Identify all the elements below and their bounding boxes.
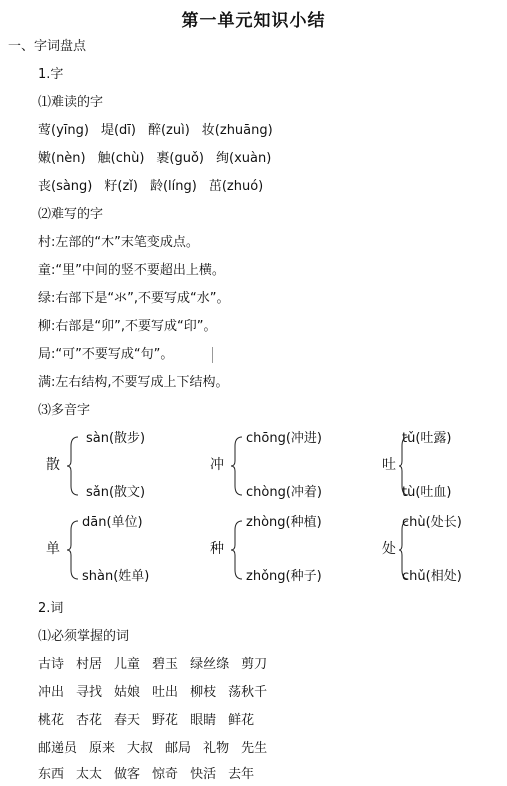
brace-icon	[230, 436, 244, 496]
word: 原来	[89, 741, 116, 756]
word: 儿童	[114, 657, 141, 672]
word: 邮递员	[38, 741, 78, 756]
word: 野花	[152, 713, 179, 728]
word-row	[38, 684, 279, 702]
char-entry: 丧(sàng)	[38, 179, 93, 194]
word: 鲜花	[228, 713, 255, 728]
subheading-must-master: ⑴必须掌握的词	[38, 629, 130, 644]
polyphone-char: 冲	[210, 457, 224, 473]
word-row	[38, 766, 266, 784]
polyphone-reading: chù(处长)	[402, 515, 462, 530]
polyphone-reading: chǔ(相处)	[402, 569, 462, 584]
word-row	[38, 712, 266, 730]
word: 绿丝绦	[190, 657, 230, 672]
word: 先生	[241, 741, 268, 756]
subheading-words: 2.词	[38, 601, 64, 616]
page-title: 第一单元知识小结	[181, 11, 326, 31]
word: 碧玉	[152, 657, 179, 672]
char-entry: 触(chù)	[97, 151, 145, 166]
write-tip: 局:“可”不要写成“句”。	[38, 347, 174, 362]
word: 冲出	[38, 685, 65, 700]
word: 荡秋千	[228, 685, 268, 700]
polyphone-reading: shàn(姓单)	[82, 569, 150, 584]
hard-read-row	[38, 150, 283, 168]
polyphone-char: 处	[382, 541, 396, 557]
char-entry: 裹(guǒ)	[156, 151, 204, 166]
char-entry: 嫩(nèn)	[38, 151, 86, 166]
word: 太太	[76, 767, 103, 782]
char-entry: 籽(zǐ)	[104, 179, 138, 194]
char-entry: 茁(zhuó)	[208, 179, 264, 194]
subheading-characters: 1.字	[38, 67, 64, 82]
subheading-polyphones: ⑶多音字	[38, 403, 91, 418]
write-tip: 童:“里”中间的竖不要超出上横。	[38, 263, 225, 278]
char-entry: 龄(líng)	[149, 179, 197, 194]
word: 古诗	[38, 657, 65, 672]
brace-icon	[230, 520, 244, 580]
word: 惊奇	[152, 767, 179, 782]
polyphone-reading: sàn(散步)	[86, 431, 146, 446]
word: 去年	[228, 767, 255, 782]
word-row	[38, 740, 279, 758]
word: 剪刀	[241, 657, 268, 672]
polyphone-reading: dān(单位)	[82, 515, 143, 530]
polyphone-char: 单	[46, 541, 60, 557]
polyphone-char: 吐	[382, 457, 396, 473]
char-entry: 醉(zuì)	[147, 123, 190, 138]
polyphone-char: 散	[46, 457, 60, 473]
write-tip: 绿:右部下是“氺”,不要写成“水”。	[38, 291, 230, 306]
write-tip: 村:左部的“木”末笔变成点。	[38, 235, 199, 250]
subheading-hard-to-read: ⑴难读的字	[38, 95, 104, 110]
hard-read-row	[38, 178, 275, 196]
hard-read-row	[38, 122, 285, 140]
char-entry: 堤(dī)	[100, 123, 136, 138]
word: 礼物	[203, 741, 230, 756]
word: 快活	[190, 767, 217, 782]
word: 姑娘	[114, 685, 141, 700]
polyphone-reading: zhǒng(种子)	[246, 569, 322, 584]
polyphone-reading: chòng(冲着)	[246, 485, 322, 500]
polyphone-reading: tǔ(吐露)	[402, 431, 452, 446]
word: 寻找	[76, 685, 103, 700]
word: 吐出	[152, 685, 179, 700]
write-tip: 柳:右部是“卯”,不要写成“印”。	[38, 319, 217, 334]
brace-icon	[66, 520, 80, 580]
write-tip: 满:左右结构,不要写成上下结构。	[38, 375, 229, 390]
polyphone-char: 种	[210, 541, 224, 557]
word: 杏花	[76, 713, 103, 728]
polyphone-reading: chōng(冲进)	[246, 431, 322, 446]
char-entry: 绚(xuàn)	[216, 151, 272, 166]
word: 桃花	[38, 713, 65, 728]
text-cursor	[212, 347, 213, 363]
section-heading: 一、字词盘点	[8, 39, 87, 54]
word: 柳枝	[190, 685, 217, 700]
word-row	[38, 656, 279, 674]
word: 眼睛	[190, 713, 217, 728]
brace-icon	[66, 436, 80, 496]
word: 做客	[114, 767, 141, 782]
polyphone-reading: sǎn(散文)	[86, 485, 146, 500]
polyphone-reading: zhòng(种植)	[246, 515, 322, 530]
polyphone-reading: tù(吐血)	[402, 485, 452, 500]
word: 东西	[38, 767, 65, 782]
char-entry: 莺(yīng)	[38, 123, 89, 138]
word: 大叔	[127, 741, 154, 756]
word: 邮局	[165, 741, 192, 756]
word: 村居	[76, 657, 103, 672]
word: 春天	[114, 713, 141, 728]
subheading-hard-to-write: ⑵难写的字	[38, 207, 104, 222]
char-entry: 妆(zhuāng)	[201, 123, 273, 138]
